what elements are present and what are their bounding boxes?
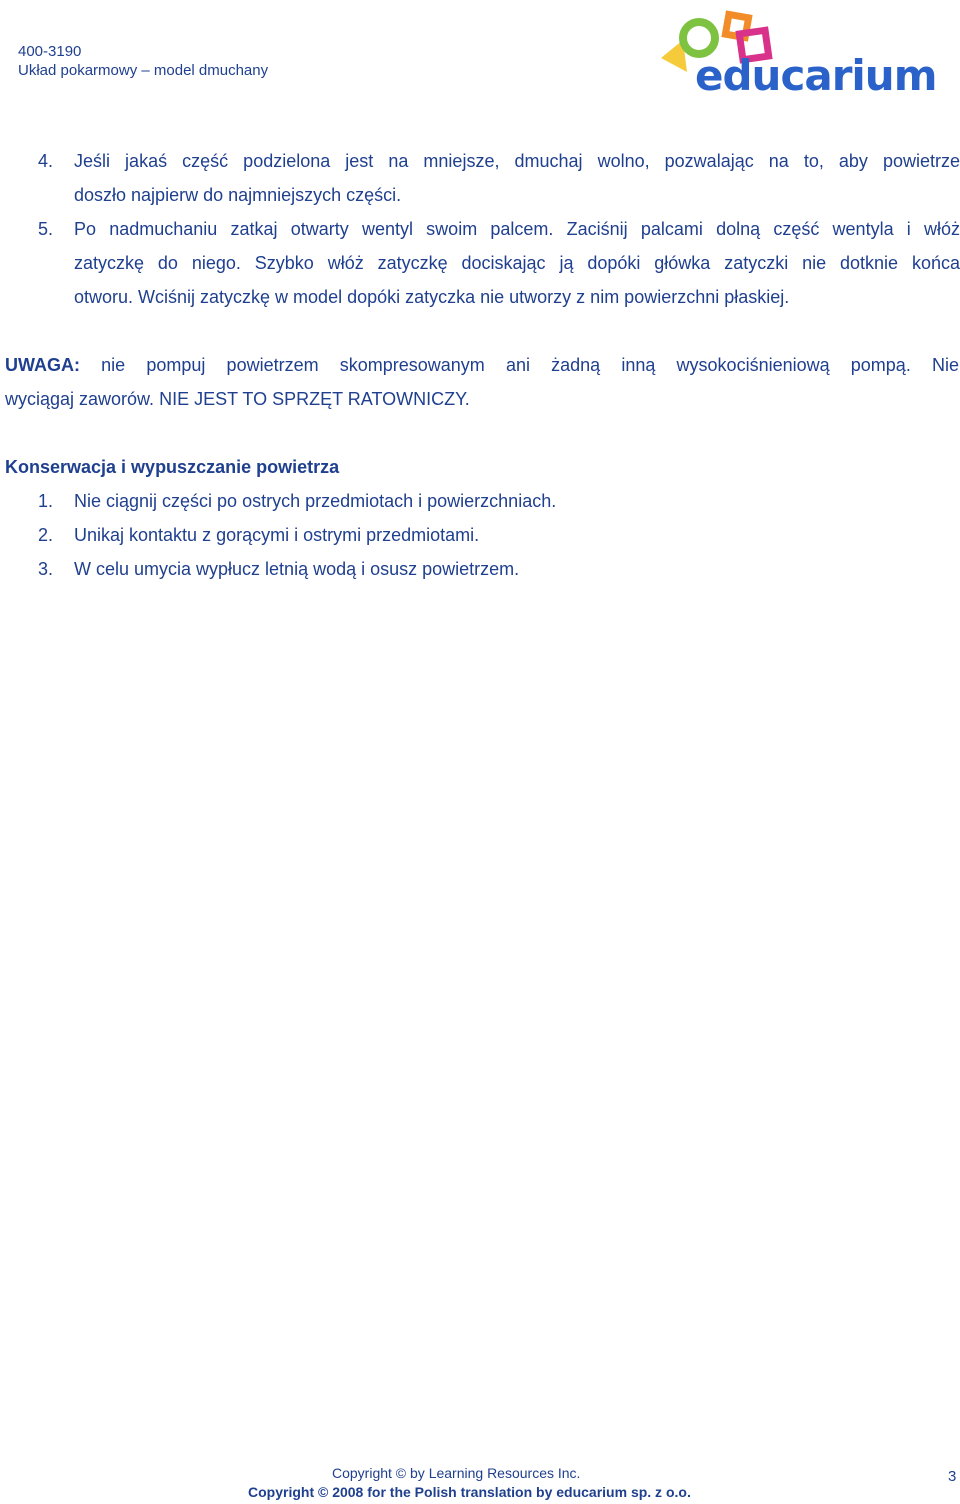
warning-line-1 (5, 348, 959, 382)
item-number: 3. (38, 559, 54, 579)
item-text: Unikaj kontaktu z gorącymi i ostrymi przedmiotami. (74, 525, 480, 545)
copyright-line-1: Copyright © by Learning Resources Inc. (332, 1465, 581, 1481)
step-4 (0, 144, 960, 212)
step-number: 4. (38, 151, 54, 171)
section-heading: Konserwacja i wypuszczanie powietrza (5, 457, 340, 477)
product-title: Układ pokarmowy – model dmuchany (18, 62, 269, 79)
logo-wordmark: educarium (695, 51, 937, 100)
warning-line-2: wyciągaj zaworów. NIE JEST TO SPRZĘT RATOWNICZY. (5, 389, 470, 409)
item-text: W celu umycia wypłucz letnią wodą i osusz powietrzem. (74, 559, 520, 579)
warning-label: UWAGA: (5, 355, 80, 375)
maintenance-item-2 (0, 518, 960, 552)
copyright-line-2: Copyright © 2008 for the Polish translation by educarium sp. z o.o. (248, 1484, 691, 1500)
step-5 (0, 212, 960, 314)
product-code: 400-3190 (18, 43, 82, 60)
warning-note (5, 348, 959, 416)
step-number: 5. (38, 219, 54, 239)
step-text-line: doszło najpierw do najmniejszych części. (74, 185, 402, 205)
step-text-line: zatyczkę do niego. Szybko włóż zatyczkę dociskając ją dopóki główka zatyczki nie dotknie końca (74, 253, 960, 273)
page-number: 3 (948, 1468, 957, 1485)
logo-green-circle-icon (683, 22, 715, 54)
step-text-line: Po nadmuchaniu zatkaj otwarty wentyl swoim palcem. Zaciśnij palcami dolną część wentyla i włóż (74, 219, 960, 239)
item-number: 2. (38, 525, 54, 545)
maintenance-item-1 (0, 484, 960, 518)
educarium-logo (655, 10, 955, 100)
step-text-line: otworu. Wciśnij zatyczkę w model dopóki zatyczka nie utworzy z nim powierzchni płaskiej. (74, 287, 790, 307)
item-text: Nie ciągnij części po ostrych przedmiotach i powierzchniach. (74, 491, 557, 511)
step-text-line: Jeśli jakaś część podzielona jest na mniejsze, dmuchaj wolno, pozwalając na to, aby powietrze (74, 151, 960, 171)
warning-text: nie pompuj powietrzem skompresowanym ani żadną inną wysokociśnieniową pompą. Nie (101, 355, 959, 375)
item-number: 1. (38, 491, 54, 511)
maintenance-item-3 (0, 552, 960, 586)
